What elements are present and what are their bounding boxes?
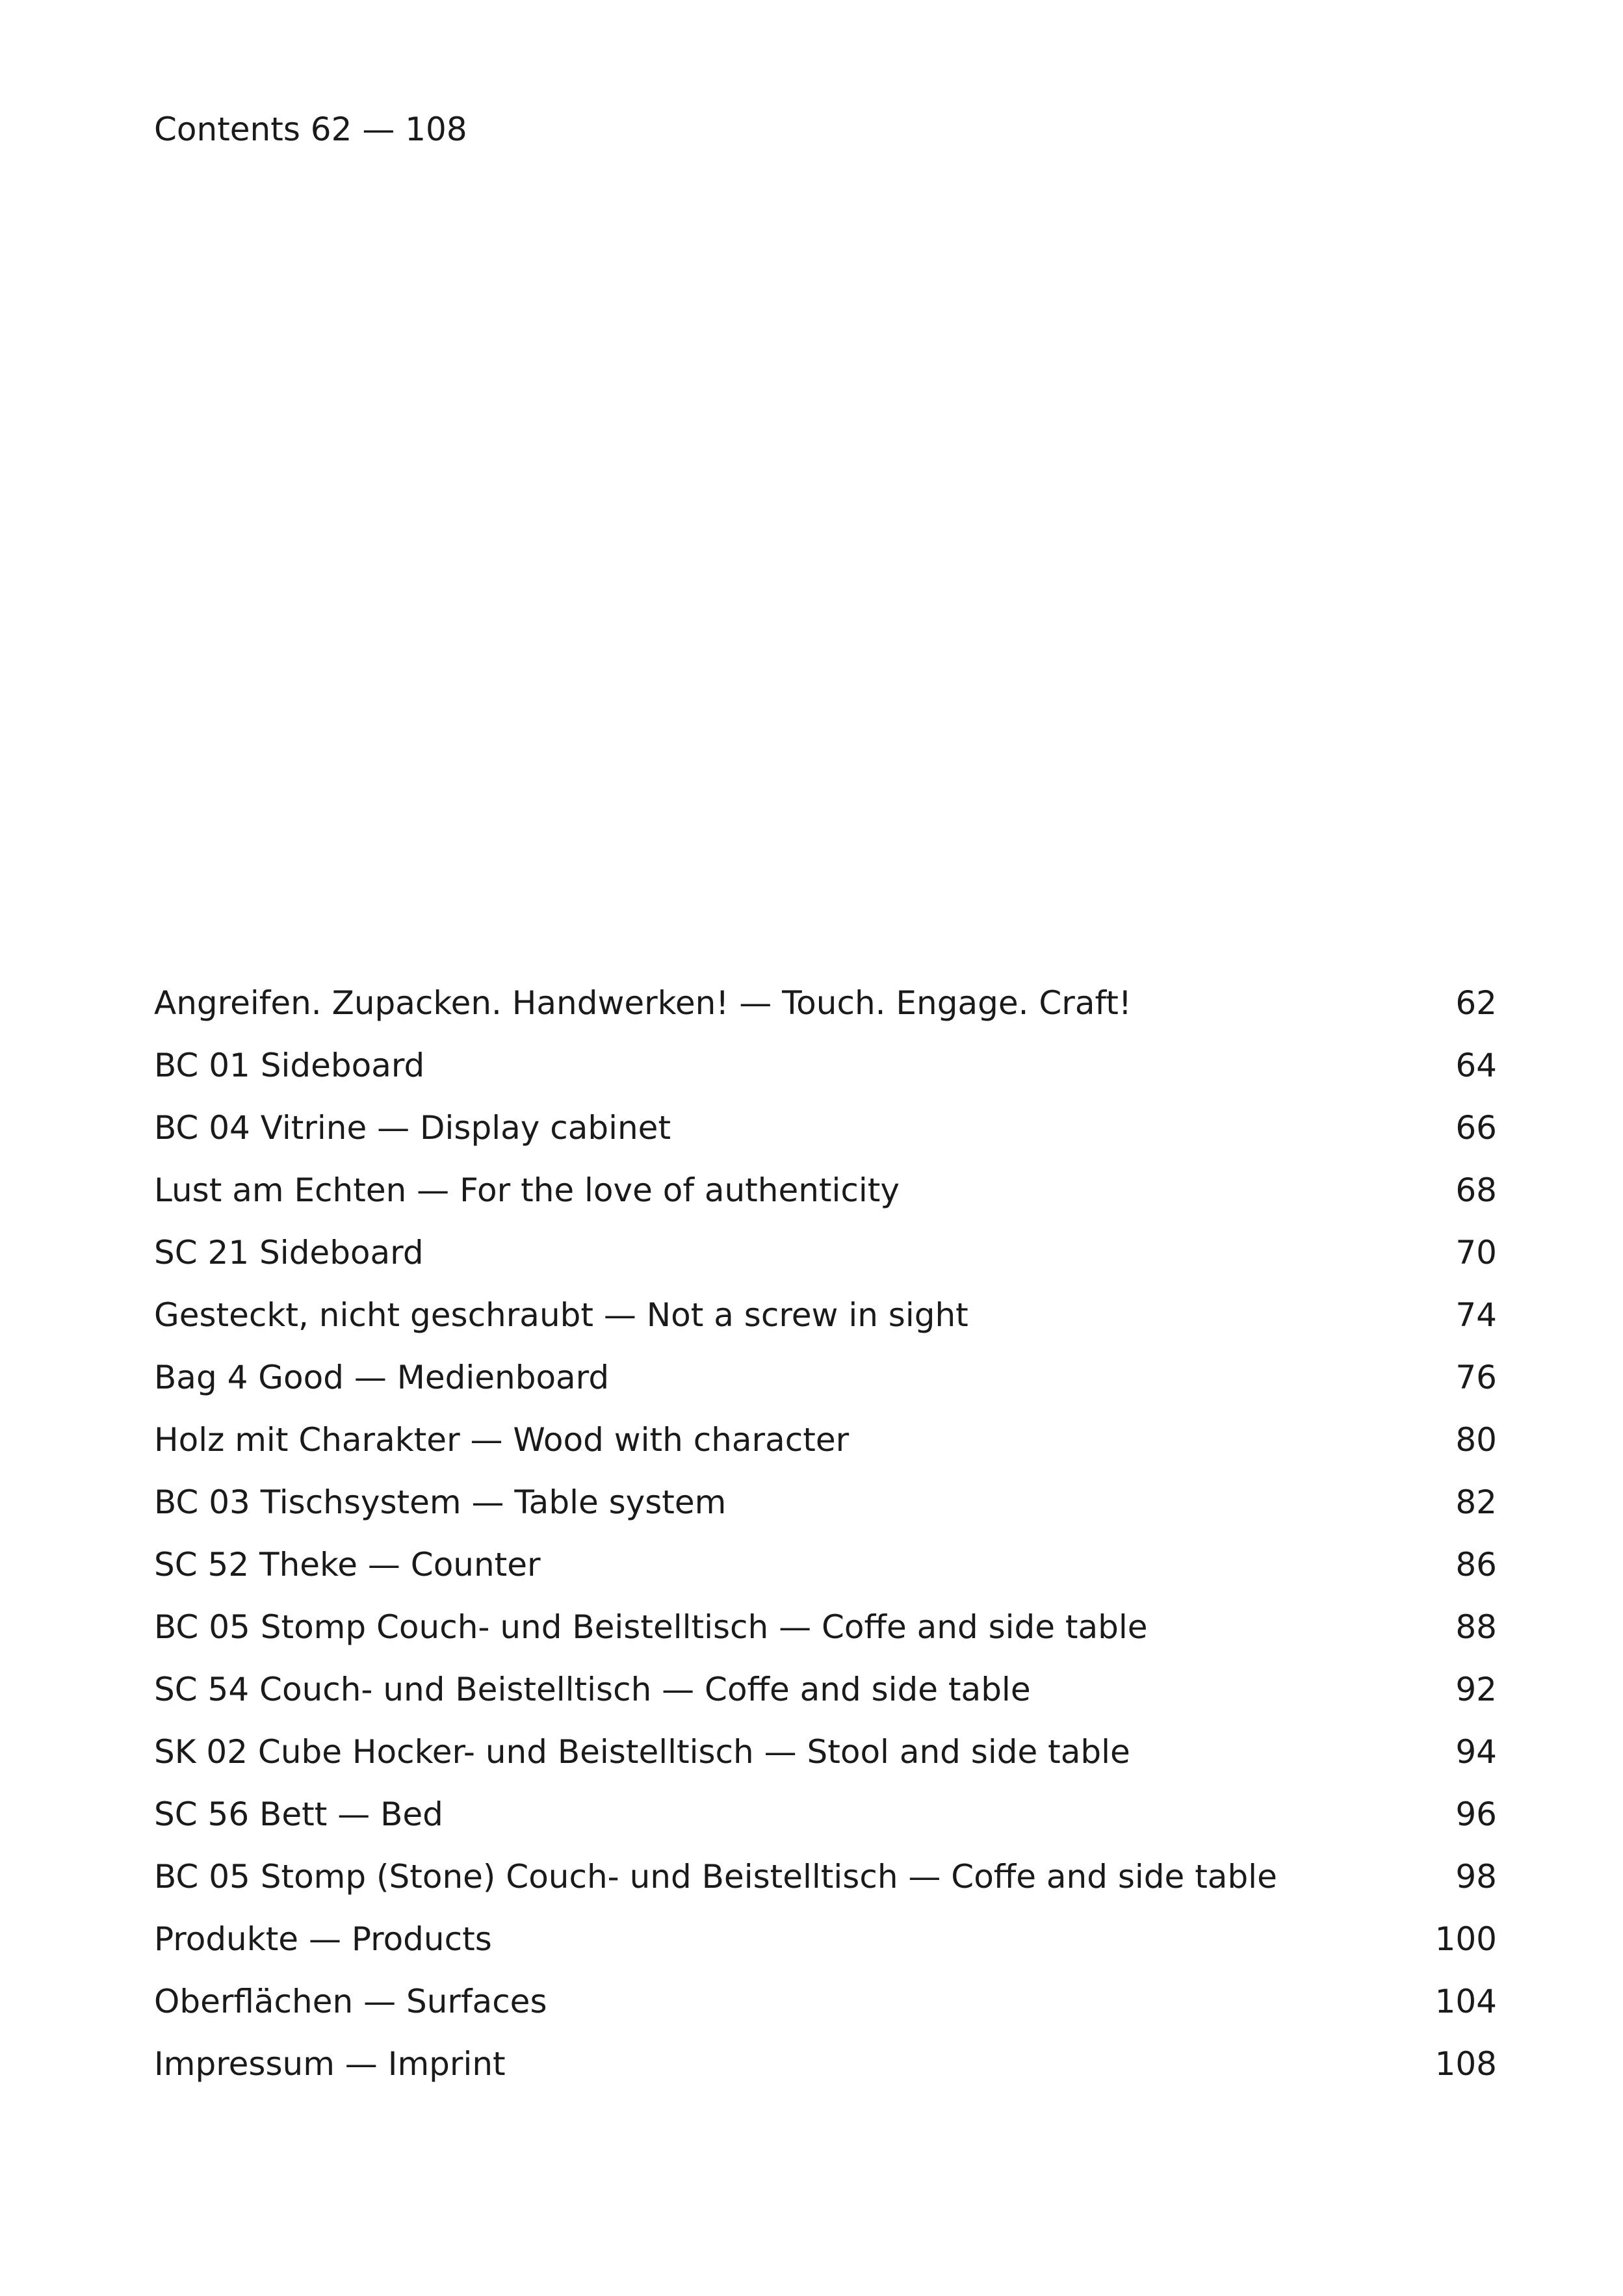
toc-entry-page: 62 — [1455, 984, 1497, 1022]
toc-entry-page: 66 — [1455, 1109, 1497, 1147]
toc-entry-page: 86 — [1455, 1546, 1497, 1584]
toc-entry[interactable] — [154, 1105, 1497, 1168]
toc-entry[interactable] — [154, 1355, 1497, 1417]
toc-entry-page: 64 — [1455, 1047, 1497, 1084]
table-of-contents — [154, 980, 1497, 2104]
toc-entry-title: Holz mit Charakter — Wood with character — [154, 1421, 850, 1459]
toc-entry-page: 80 — [1455, 1421, 1497, 1459]
toc-entry-page: 108 — [1435, 2045, 1497, 2083]
toc-entry[interactable] — [154, 1230, 1497, 1292]
toc-entry-title: SK 02 Cube Hocker- und Beistelltisch — Stool and side table — [154, 1733, 1130, 1771]
toc-entry-page: 70 — [1455, 1234, 1497, 1272]
toc-entry-title: BC 03 Tischsystem — Table system — [154, 1483, 727, 1521]
toc-entry[interactable] — [154, 1854, 1497, 1916]
toc-entry-page: 104 — [1435, 1983, 1497, 2020]
toc-entry[interactable] — [154, 1604, 1497, 1667]
toc-entry[interactable] — [154, 980, 1497, 1043]
toc-entry-title: BC 05 Stomp (Stone) Couch- und Beistelltisch — Coffe and side table — [154, 1858, 1277, 1896]
toc-entry-page: 68 — [1455, 1171, 1497, 1209]
toc-entry-title: SC 54 Couch- und Beistelltisch — Coffe and side table — [154, 1671, 1031, 1708]
toc-entry[interactable] — [154, 1542, 1497, 1604]
toc-entry-title: SC 21 Sideboard — [154, 1234, 424, 1272]
toc-entry[interactable] — [154, 1792, 1497, 1854]
toc-entry-page: 94 — [1455, 1733, 1497, 1771]
toc-entry[interactable] — [154, 1168, 1497, 1230]
toc-entry-title: BC 05 Stomp Couch- und Beistelltisch — Coffe and side table — [154, 1608, 1148, 1646]
toc-entry-page: 98 — [1455, 1858, 1497, 1896]
toc-entry-title: Impressum — Imprint — [154, 2045, 506, 2083]
toc-entry-page: 76 — [1455, 1359, 1497, 1396]
toc-entry-title: Gesteckt, nicht geschraubt — Not a screw in sight — [154, 1296, 968, 1334]
toc-entry[interactable] — [154, 1292, 1497, 1355]
toc-entry-title: BC 04 Vitrine — Display cabinet — [154, 1109, 671, 1147]
toc-entry-title: Lust am Echten — For the love of authenticity — [154, 1171, 900, 1209]
toc-entry[interactable] — [154, 1979, 1497, 2041]
toc-entry-page: 92 — [1455, 1671, 1497, 1708]
toc-entry-title: SC 52 Theke — Counter — [154, 1546, 541, 1584]
toc-entry-title: SC 56 Bett — Bed — [154, 1795, 443, 1833]
toc-entry[interactable] — [154, 1043, 1497, 1105]
toc-entry-page: 96 — [1455, 1795, 1497, 1833]
toc-entry[interactable] — [154, 1916, 1497, 1979]
toc-entry-title: Bag 4 Good — Medienboard — [154, 1359, 610, 1396]
toc-entry-title: Oberflächen — Surfaces — [154, 1983, 547, 2020]
toc-entry[interactable] — [154, 1480, 1497, 1542]
toc-entry-page: 100 — [1435, 1920, 1497, 1958]
toc-entry-title: BC 01 Sideboard — [154, 1047, 425, 1084]
toc-entry[interactable] — [154, 1667, 1497, 1729]
toc-entry[interactable] — [154, 2041, 1497, 2104]
toc-entry-title: Produkte — Products — [154, 1920, 492, 1958]
page-title: Contents 62 — 108 — [154, 111, 467, 148]
toc-entry-page: 74 — [1455, 1296, 1497, 1334]
toc-entry-page: 82 — [1455, 1483, 1497, 1521]
toc-entry-page: 88 — [1455, 1608, 1497, 1646]
toc-entry[interactable] — [154, 1417, 1497, 1480]
toc-entry[interactable] — [154, 1729, 1497, 1792]
toc-entry-title: Angreifen. Zupacken. Handwerken! — Touch. Engage. Craft! — [154, 984, 1132, 1022]
